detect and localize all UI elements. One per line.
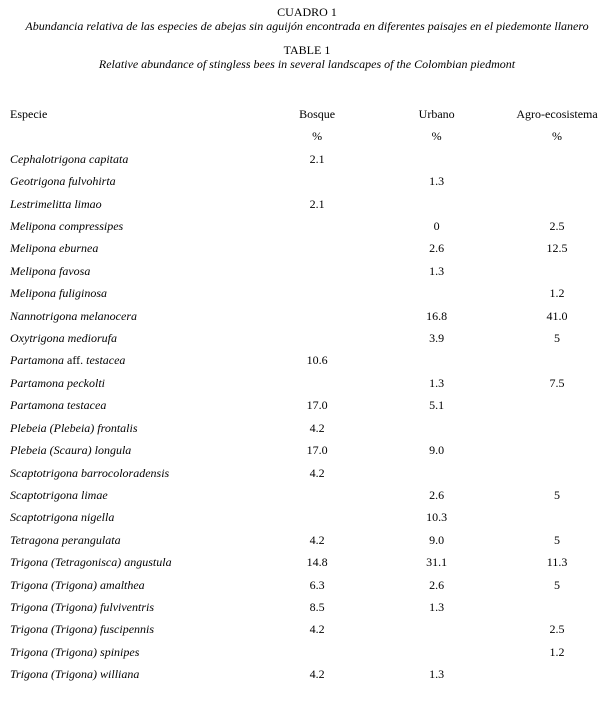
cell-agro [500,417,614,439]
cell-urbano: 2.6 [429,577,445,592]
cell-species: Partamona testacea [10,398,107,413]
cell-urbano: 1.3 [429,263,445,278]
cell-agro: 2.5 [549,622,565,637]
cell-bosque: 4.2 [309,667,325,682]
units-species [0,125,261,147]
table-row [0,506,614,528]
cell-bosque [261,506,373,528]
table-row [0,551,614,573]
caption-title-es: CUADRO 1 [277,5,337,19]
cell-species: Geotrigona fulvohirta [10,174,116,189]
cell-species: Melipona compressipes [10,219,124,234]
cell-agro: 7.5 [549,375,565,390]
table-row [0,170,614,192]
units-row [0,125,614,147]
cell-agro [500,663,614,685]
table-row [0,327,614,349]
cell-urbano: 10.3 [426,510,448,525]
cell-urbano: 9.0 [429,443,445,458]
cell-bosque: 17.0 [306,443,328,458]
table-row [0,417,614,439]
cell-species: Trigona (Trigona) fulviventris [10,599,155,614]
cell-agro: 5 [554,487,561,502]
cell-bosque [261,372,373,394]
cell-urbano: 2.6 [429,487,445,502]
header-species: Especie [10,107,48,121]
cell-agro [500,260,614,282]
cell-agro [500,462,614,484]
cell-agro [500,349,614,371]
cell-urbano: 1.3 [429,174,445,189]
cell-agro [500,394,614,416]
cell-agro: 1.2 [549,644,565,659]
table-row [0,372,614,394]
cell-bosque: 2.1 [309,151,325,166]
cell-urbano: 1.3 [429,599,445,614]
cell-urbano [373,349,500,371]
cell-species: Trigona (Trigona) fuscipennis [10,622,155,637]
cell-species: Trigona (Trigona) amalthea [10,577,145,592]
cell-bosque [261,260,373,282]
cell-bosque [261,215,373,237]
cell-bosque: 4.2 [309,465,325,480]
header-row [0,103,614,125]
cell-species: Scaptotrigona barrocoloradensis [10,465,170,480]
table-row [0,148,614,170]
cell-agro: 12.5 [546,241,568,256]
cell-agro [500,506,614,528]
cell-bosque [261,282,373,304]
table-row [0,237,614,259]
cell-urbano: 5.1 [429,398,445,413]
cell-urbano [373,641,500,663]
table-row [0,439,614,461]
cell-agro [500,596,614,618]
cell-urbano [373,618,500,640]
cell-agro: 11.3 [546,555,568,570]
cell-agro: 41.0 [546,308,568,323]
cell-species: Melipona favosa [10,263,91,278]
cell-bosque: 4.2 [309,622,325,637]
cell-species: Trigona (Trigona) spinipes [10,644,140,659]
caption-subtitle-en: Relative abundance of stingless bees in several landscapes of the Colombian piedmont [98,57,516,71]
table-row [0,193,614,215]
cell-species: Nannotrigona melanocera [10,308,137,323]
cell-bosque: 4.2 [309,420,325,435]
cell-agro: 5 [554,532,561,547]
table-row [0,462,614,484]
cell-agro [500,170,614,192]
cell-species: Melipona eburnea [10,241,99,256]
cell-urbano: 2.6 [429,241,445,256]
cell-agro [500,148,614,170]
cell-bosque: 6.3 [309,577,325,592]
cell-bosque [261,170,373,192]
cell-agro [500,193,614,215]
cell-urbano: 1.3 [429,375,445,390]
table-row [0,641,614,663]
cell-bosque: 2.1 [309,196,325,211]
cell-urbano [373,282,500,304]
cell-bosque [261,305,373,327]
cell-species: Trigona (Tetragonisca) angustula [10,555,172,570]
unit-urbano: % [431,129,442,144]
cell-agro: 1.2 [549,286,565,301]
cell-bosque: 10.6 [306,353,328,368]
cell-bosque [261,237,373,259]
unit-bosque: % [312,129,323,144]
cell-bosque [261,484,373,506]
table-row [0,305,614,327]
cell-urbano [373,193,500,215]
table-row [0,282,614,304]
cell-urbano: 1.3 [429,667,445,682]
cell-urbano: 16.8 [426,308,448,323]
table-body [0,148,614,686]
cell-species: Trigona (Trigona) williana [10,667,140,682]
cell-species: Scaptotrigona limae [10,487,108,502]
abundance-table [0,103,614,686]
table-row [0,215,614,237]
cell-species: Melipona fuliginosa [10,286,107,301]
cell-urbano [373,148,500,170]
cell-species: Scaptotrigona nigella [10,510,115,525]
cell-species: Partamona aff. testacea [10,353,126,368]
cell-species: Oxytrigona mediorufa [10,331,117,346]
cell-bosque: 17.0 [306,398,328,413]
cell-agro: 2.5 [549,219,565,234]
header-agro: Agro-ecosistema [516,107,598,121]
cell-bosque: 4.2 [309,532,325,547]
cell-bosque: 14.8 [306,555,328,570]
header-bosque: Bosque [299,107,336,121]
caption-subtitle-es: Abundancia relativa de las especies de abejas sin aguijón encontrada en diferentes paisajes en el piedemonte llanero [25,19,589,33]
cell-species: Plebeia (Plebeia) frontalis [10,420,138,435]
cell-urbano [373,462,500,484]
cell-urbano: 0 [433,219,440,234]
table-row [0,529,614,551]
table-row [0,663,614,685]
table-row [0,574,614,596]
table-row [0,618,614,640]
cell-species: Cephalotrigona capitata [10,151,129,166]
cell-species: Plebeia (Scaura) longula [10,443,132,458]
header-urbano: Urbano [418,107,455,121]
cell-bosque [261,641,373,663]
cell-bosque [261,327,373,349]
cell-agro: 5 [554,331,561,346]
table-row [0,260,614,282]
cell-bosque: 8.5 [309,599,325,614]
table-caption [0,5,614,71]
cell-urbano: 3.9 [429,331,445,346]
cell-species: Tetragona perangulata [10,532,121,547]
caption-title-en: TABLE 1 [283,43,331,57]
cell-agro: 5 [554,577,561,592]
cell-species: Partamona peckolti [10,375,105,390]
table-row [0,596,614,618]
cell-urbano: 9.0 [429,532,445,547]
table-row [0,484,614,506]
cell-species: Lestrimelitta limao [10,196,102,211]
table-row [0,349,614,371]
cell-urbano: 31.1 [426,555,448,570]
table-row [0,394,614,416]
cell-agro [500,439,614,461]
unit-agro: % [552,129,563,144]
cell-urbano [373,417,500,439]
